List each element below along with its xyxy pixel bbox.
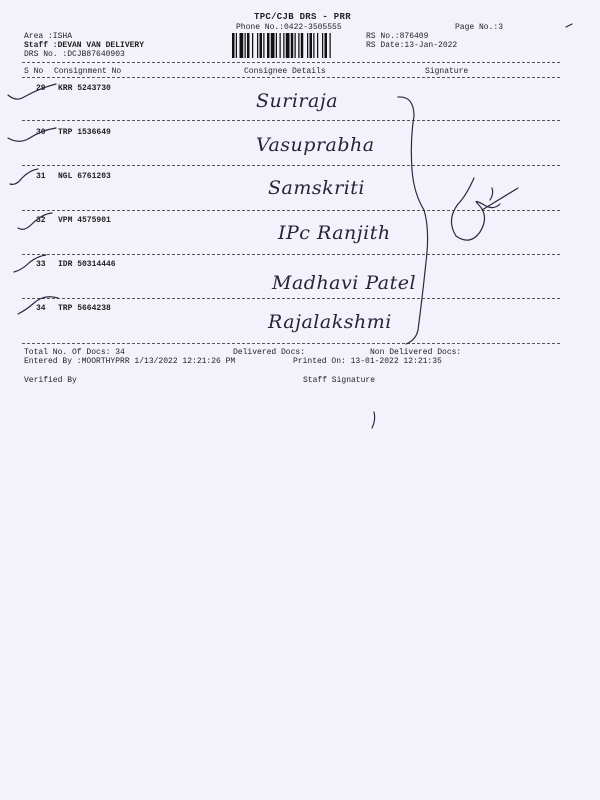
tick-mark-icon bbox=[8, 84, 56, 99]
row-sno: 29 bbox=[36, 84, 46, 93]
rs-date: RS Date:13-Jan-2022 bbox=[366, 41, 458, 50]
tick-mark-icon bbox=[10, 169, 38, 184]
printed-on: Printed On: 13-01-2022 12:21:35 bbox=[293, 357, 442, 366]
signature-scribble bbox=[451, 178, 500, 240]
row-consignee-handwriting: Suriraja bbox=[256, 90, 339, 112]
bracket-mark bbox=[398, 97, 428, 344]
tick-mark-icon bbox=[8, 128, 56, 141]
column-header-consignment: Consignment No bbox=[54, 67, 122, 76]
tick-mark-icon bbox=[14, 255, 46, 272]
area-label: Area :ISHA bbox=[24, 32, 73, 41]
staff-label: Staff :DEVAN VAN DELIVERY bbox=[24, 41, 145, 50]
stray-mark bbox=[566, 24, 572, 27]
total-docs: Total No. Of Docs: 34 bbox=[24, 348, 125, 357]
stray-mark bbox=[372, 412, 375, 428]
non-delivered-docs: Non Delivered Docs: bbox=[370, 348, 462, 357]
drs-number: DRS No. :DCJB87640903 bbox=[24, 50, 125, 59]
document-title: TPC/CJB DRS - PRR bbox=[254, 12, 351, 22]
row-consignment: TRP 5664238 bbox=[58, 304, 111, 313]
page-number: Page No.:3 bbox=[455, 23, 504, 32]
row-consignment: TRP 1536649 bbox=[58, 128, 111, 137]
row-consignment: NGL 6761203 bbox=[58, 172, 111, 181]
row-sno: 30 bbox=[36, 128, 46, 137]
row-consignee-handwriting: Samskriti bbox=[268, 177, 365, 199]
tick-mark-icon bbox=[18, 213, 52, 229]
row-sno: 32 bbox=[36, 216, 46, 225]
row-consignment: IDR 50314446 bbox=[58, 260, 116, 269]
row-consignee-handwriting: Madhavi Patel bbox=[272, 272, 417, 294]
row-consignee-handwriting: IPc Ranjith bbox=[278, 222, 391, 244]
column-header-sno: S No bbox=[24, 67, 44, 76]
delivered-docs: Delivered Docs: bbox=[233, 348, 306, 357]
entered-by: Entered By :MOORTHYPRR 1/13/2022 12:21:26 PM bbox=[24, 357, 236, 366]
row-sno: 34 bbox=[36, 304, 46, 313]
signature-stroke bbox=[490, 188, 493, 200]
column-header-consignee: Consignee Details bbox=[244, 67, 326, 76]
row-sno: 31 bbox=[36, 172, 46, 181]
tick-mark-icon bbox=[18, 297, 58, 314]
row-consignment: KRR 5243730 bbox=[58, 84, 111, 93]
row-sno: 33 bbox=[36, 260, 46, 269]
column-header-signature: Signature bbox=[425, 67, 469, 76]
verified-by: Verified By bbox=[24, 376, 77, 385]
row-consignment: VPM 4575901 bbox=[58, 216, 111, 225]
staff-signature-label: Staff Signature bbox=[303, 376, 376, 385]
signature-stroke bbox=[482, 188, 518, 210]
phone-number: Phone No.:0422-3505555 bbox=[236, 23, 342, 32]
row-consignee-handwriting: Vasuprabha bbox=[256, 134, 375, 156]
row-consignee-handwriting: Rajalakshmi bbox=[268, 311, 392, 333]
rs-number: RS No.:876409 bbox=[366, 32, 429, 41]
